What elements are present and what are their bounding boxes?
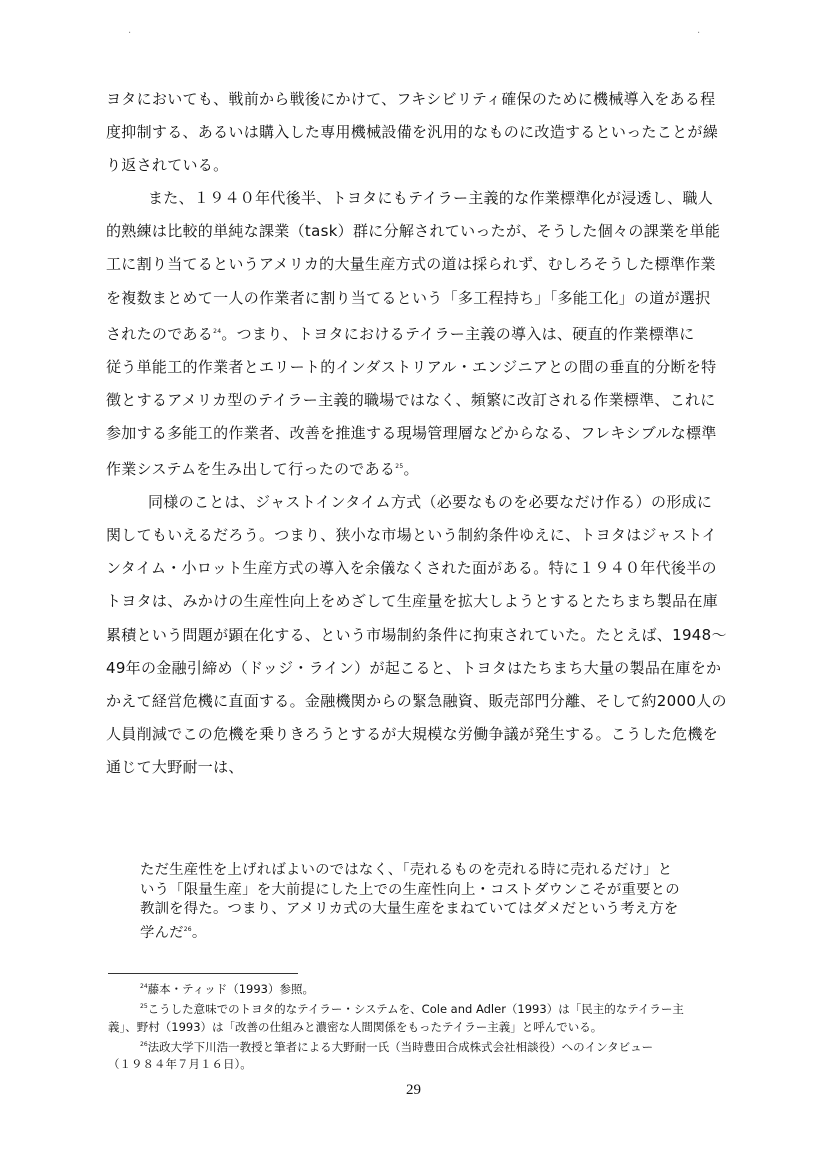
quote-line: 教訓を得た。つまり、アメリカ式の大量生産をまねていてはダメだという考え方を: [140, 901, 679, 917]
footnote-mark: 25: [140, 1003, 148, 1011]
quote-line: ただ生産性を上げればよいのではなく、「売れるものを売れる時に売れるだけ」と: [140, 862, 673, 878]
quote-line: [140, 920, 780, 943]
text-fragment: 。: [403, 460, 419, 479]
footnote-ref-24: 24: [213, 327, 222, 335]
text-line: 人員削減でこの危機を乗りきろうとするが大規模な労働争議が発生する。こうした危機を: [106, 724, 719, 743]
text-line: 49年の金融引締め（ドッジ・ライン）が起こると、トヨタはたちまち大量の製品在庫をか: [106, 658, 722, 677]
footnote-ref-25: 25: [395, 463, 404, 471]
text-line: [106, 315, 774, 351]
text-fragment: 学んだ: [140, 924, 184, 941]
footnote-25-cont: 義」、野村（1993）は「改善の仕組みと濃密な人間関係をもったテイラー主義」と呼んでいる。: [108, 1019, 603, 1034]
text-line: り返されている。: [106, 156, 229, 175]
footnote-26: [108, 1036, 788, 1056]
footnote-text: こうした意味でのトヨタ的なテイラー・システムを、Cole and Adler（1993）は「民主的なテイラー主: [147, 1002, 684, 1017]
text-line: 累積という問題が顕在化する、という市場制約条件に拘束されていた。たとえば、1948～: [106, 625, 727, 644]
text-line: ンタイム・小ロット生産方式の導入を余儀なくされた面がある。特に１９４０年代後半の: [106, 559, 717, 578]
footnote-mark: 24: [140, 983, 148, 990]
text-line: 工に割り当てるというアメリカ的大量生産方式の道は採られず、むしろそうした標準作業: [106, 255, 716, 274]
quote-line: いう「限量生産」を大前提にした上での生産性向上・コストダウンこそが重要との: [140, 881, 680, 898]
text-line: 徴とするアメリカ型のテイラー主義的職場ではなく、頻繁に改訂される作業標準、これに: [106, 390, 716, 409]
footnote-ref-26: 26: [183, 925, 192, 933]
footnote-mark: 26: [140, 1041, 148, 1049]
text-line: また、１９４０年代後半、トヨタにもテイラー主義的な作業標準化が浸透し、職人: [148, 189, 714, 208]
text-line: を複数まとめて一人の作業者に割り当てるという「多工程持ち」「多能工化」の道が選択: [106, 288, 711, 307]
text-line: 的熟練は比較的単純な課業（task）群に分解されていったが、そうした個々の課業を単能: [106, 222, 721, 241]
text-line: 同様のことは、ジャストインタイム方式（必要なものを必要なだけ作る）の形成に: [148, 493, 713, 512]
text-line: ヨタにおいても、戦前から戦後にかけて、フキシビリティ確保のために機械導入をある程: [106, 90, 716, 108]
text-fragment: されたのである: [106, 324, 214, 343]
footnote-26-cont: （１９８４年７月１６日）。: [108, 1057, 252, 1072]
text-line: 度抑制する、あるいは購入した専用機械設備を汎用的なものに改造するといったことが繰: [106, 123, 719, 142]
text-fragment: 。つまり、トヨタにおけるテイラー主義の導入は、硬直的作業標準に: [221, 324, 695, 343]
text-line: 参加する多能工的作業者、改善を推進する現場管理層などからなる、フレキシブルな標準: [106, 423, 717, 442]
text-line: [106, 450, 774, 486]
text-line: 従う単能工的作業者とエリート的インダストリアル・エンジニアとの間の垂直的分断を特: [106, 357, 717, 376]
text-line: 関してもいえるだろう。つまり、狭小な市場という制約条件ゆえに、トヨタはジャストイ: [106, 526, 717, 545]
footnote-25: [108, 998, 788, 1018]
footnotes: [108, 978, 788, 1074]
corner-mark-right: ·: [697, 28, 701, 39]
body-text: [106, 83, 774, 784]
block-quote: [140, 861, 780, 943]
text-fragment: 作業システムを生み出して行ったのである: [106, 460, 396, 479]
text-line: かえて経営危機に直面する。金融機関からの緊急融資、販売部門分離、そして約2000人の: [106, 691, 727, 710]
text-fragment: 。: [191, 924, 207, 941]
page-number: 29: [406, 1082, 421, 1098]
footnote-24: [108, 978, 788, 998]
footnote-divider: [108, 973, 298, 974]
footnote-text: 藤本・ティッド（1993）参照。: [147, 981, 314, 996]
footnote-text: 法政大学下川浩一教授と筆者による大野耐一氏（当時豊田合成株式会社相談役）へのインタビュー: [147, 1039, 654, 1054]
text-line: トヨタは、みかけの生産性向上をめざして生産量を拡大しようとするとたちまち製品在庫: [106, 592, 719, 611]
corner-mark-left: ·: [128, 28, 132, 39]
text-line: 通じて大野耐一は、: [106, 757, 244, 776]
